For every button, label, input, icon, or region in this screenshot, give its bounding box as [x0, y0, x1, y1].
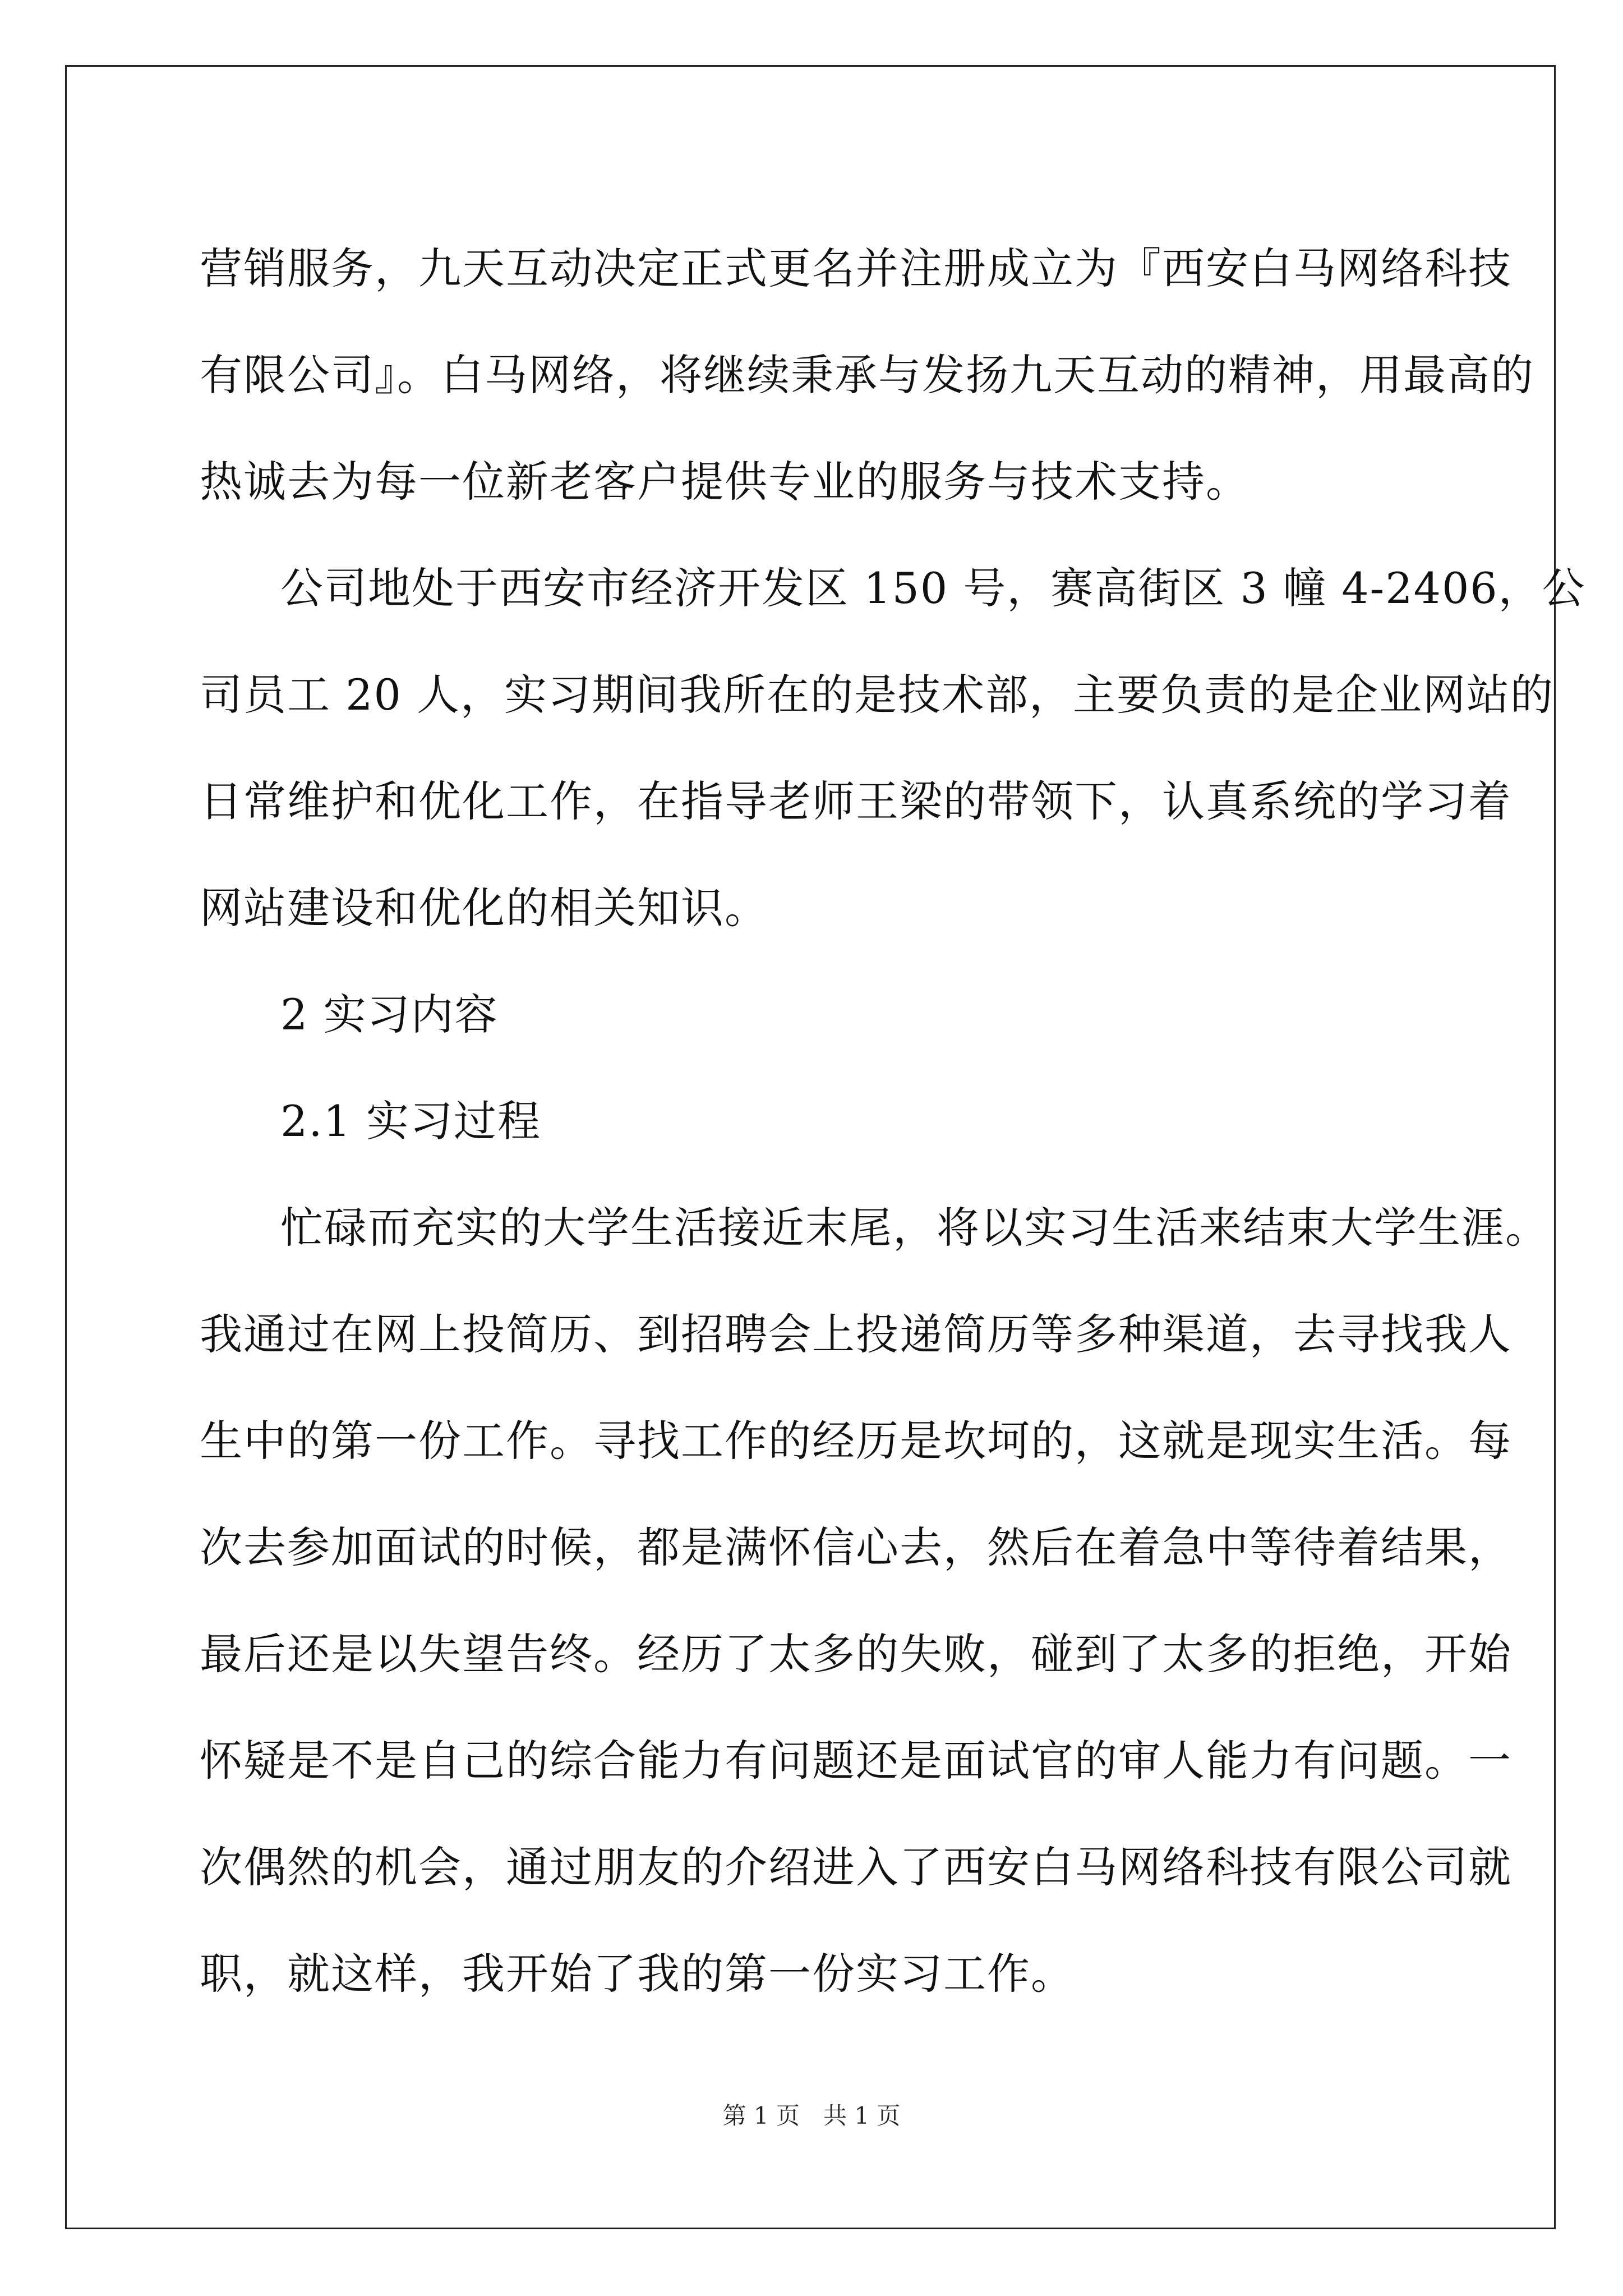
text-line: 日常维护和优化工作，在指导老师王梁的带领下，认真系统的学习着: [200, 776, 1512, 826]
text-line: 职，就这样，我开始了我的第一份实习工作。: [200, 1949, 1075, 1999]
text-line: 次偶然的机会，通过朋友的介绍进入了西安白马网络科技有限公司就: [200, 1842, 1512, 1892]
page-footer: 第 1 页 共 1 页: [722, 2102, 901, 2129]
text-line: 忙碌而充实的大学生活接近末尾，将以实习生活来结束大学生涯。: [280, 1203, 1549, 1253]
text-line: 2.1 实习过程: [280, 1096, 542, 1146]
text-line: 网站建设和优化的相关知识。: [200, 883, 768, 933]
text-line: 公司地处于西安市经济开发区 150 号，赛高街区 3 幢 4-2406，公: [280, 563, 1586, 613]
text-line: 最后还是以失望告终。经历了太多的失败，碰到了太多的拒绝，开始: [200, 1629, 1512, 1679]
document-body: [200, 215, 1586, 2027]
text-line: 我通过在网上投简历、到招聘会上投递简历等多种渠道，去寻找我人: [200, 1309, 1512, 1359]
text-line: 司员工 20 人，实习期间我所在的是技术部，主要负责的是企业网站的: [200, 670, 1555, 720]
text-line: 热诚去为每一位新老客户提供专业的服务与技术支持。: [200, 457, 1249, 507]
text-line: 生中的第一份工作。寻找工作的经历是坎坷的，这就是现实生活。每: [200, 1416, 1512, 1466]
text-line: 次去参加面试的时候，都是满怀信心去，然后在着急中等待着结果，: [200, 1522, 1512, 1572]
text-line: 2 实习内容: [280, 990, 499, 1039]
text-line: 怀疑是不是自己的综合能力有问题还是面试官的审人能力有问题。一: [200, 1736, 1512, 1786]
text-line: 有限公司』。白马网络，将继续秉承与发扬九天互动的精神，用最高的: [200, 350, 1534, 400]
text-line: 营销服务，九天互动决定正式更名并注册成立为『西安白马网络科技: [200, 243, 1512, 293]
